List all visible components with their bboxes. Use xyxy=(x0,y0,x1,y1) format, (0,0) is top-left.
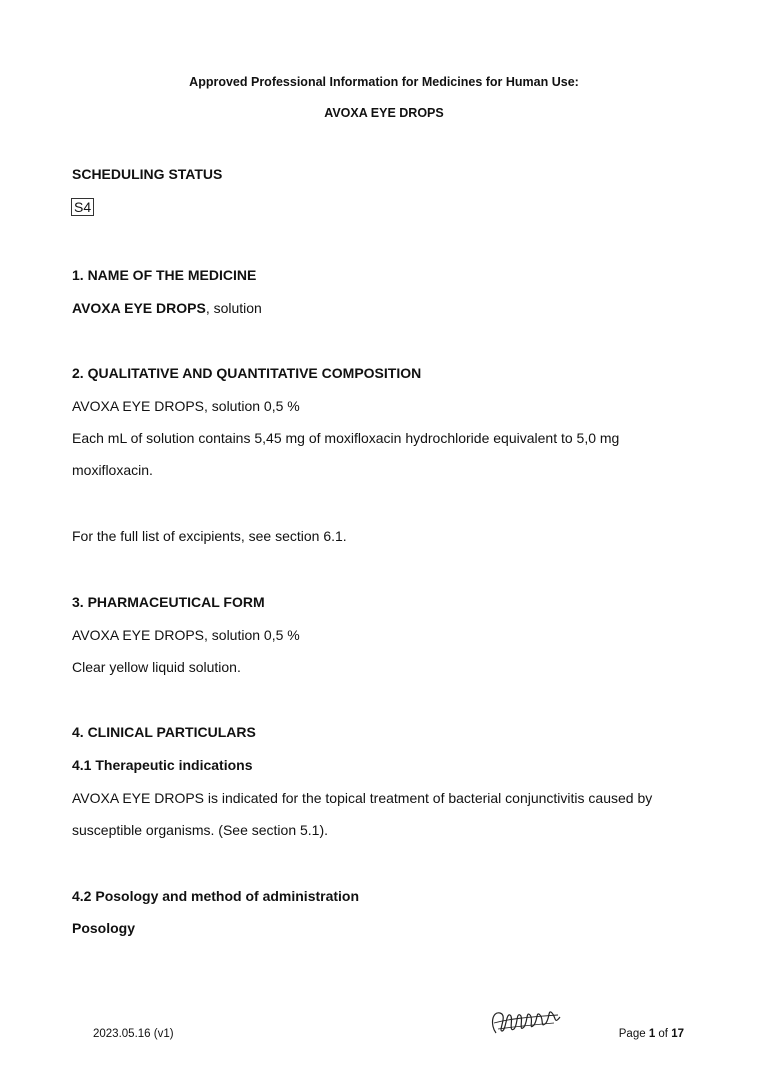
medicine-name-form: , solution xyxy=(205,300,262,316)
section-3-heading: 3. PHARMACEUTICAL FORM xyxy=(72,594,265,610)
section-1-heading: 1. NAME OF THE MEDICINE xyxy=(72,267,257,283)
page-total: 17 xyxy=(671,1028,684,1040)
section-4-1-heading: 4.1 Therapeutic indications xyxy=(72,757,253,773)
footer-date: 2023.05.16 (v1) xyxy=(93,1028,174,1040)
indications-line-2: susceptible organisms. (See section 5.1). xyxy=(72,822,329,838)
section-2-heading: 2. QUALITATIVE AND QUANTITATIVE COMPOSITION xyxy=(72,365,422,381)
composition-line-1: AVOXA EYE DROPS, solution 0,5 % xyxy=(72,398,300,414)
page-of-label: of xyxy=(655,1028,672,1040)
document-title: Approved Professional Information for Medicines for Human Use: xyxy=(189,75,579,89)
indications-line-1: AVOXA EYE DROPS is indicated for the topical treatment of bacterial conjunctivitis caused by xyxy=(72,790,653,806)
medicine-name-line xyxy=(72,299,262,317)
medicine-name-bold: AVOXA EYE DROPS xyxy=(72,300,206,316)
scheduling-status-box: S4 xyxy=(71,198,94,216)
posology-subheading: Posology xyxy=(72,920,136,936)
form-line-2: Clear yellow liquid solution. xyxy=(72,659,241,675)
section-4-2-heading: 4.2 Posology and method of administration xyxy=(72,888,360,904)
document-subtitle: AVOXA EYE DROPS xyxy=(324,106,444,120)
signature-icon xyxy=(488,1003,564,1039)
page-current: 1 xyxy=(648,1028,656,1040)
composition-line-2: Each mL of solution contains 5,45 mg of moxifloxacin hydrochloride equivalent to 5,0 mg xyxy=(72,430,620,446)
scheduling-heading: SCHEDULING STATUS xyxy=(72,166,223,182)
section-4-heading: 4. CLINICAL PARTICULARS xyxy=(72,724,256,740)
page-number xyxy=(619,1028,684,1040)
page-label: Page xyxy=(618,1028,649,1040)
composition-line-3: moxifloxacin. xyxy=(72,462,153,478)
form-line-1: AVOXA EYE DROPS, solution 0,5 % xyxy=(72,627,300,643)
excipients-note: For the full list of excipients, see section 6.1. xyxy=(72,528,347,544)
